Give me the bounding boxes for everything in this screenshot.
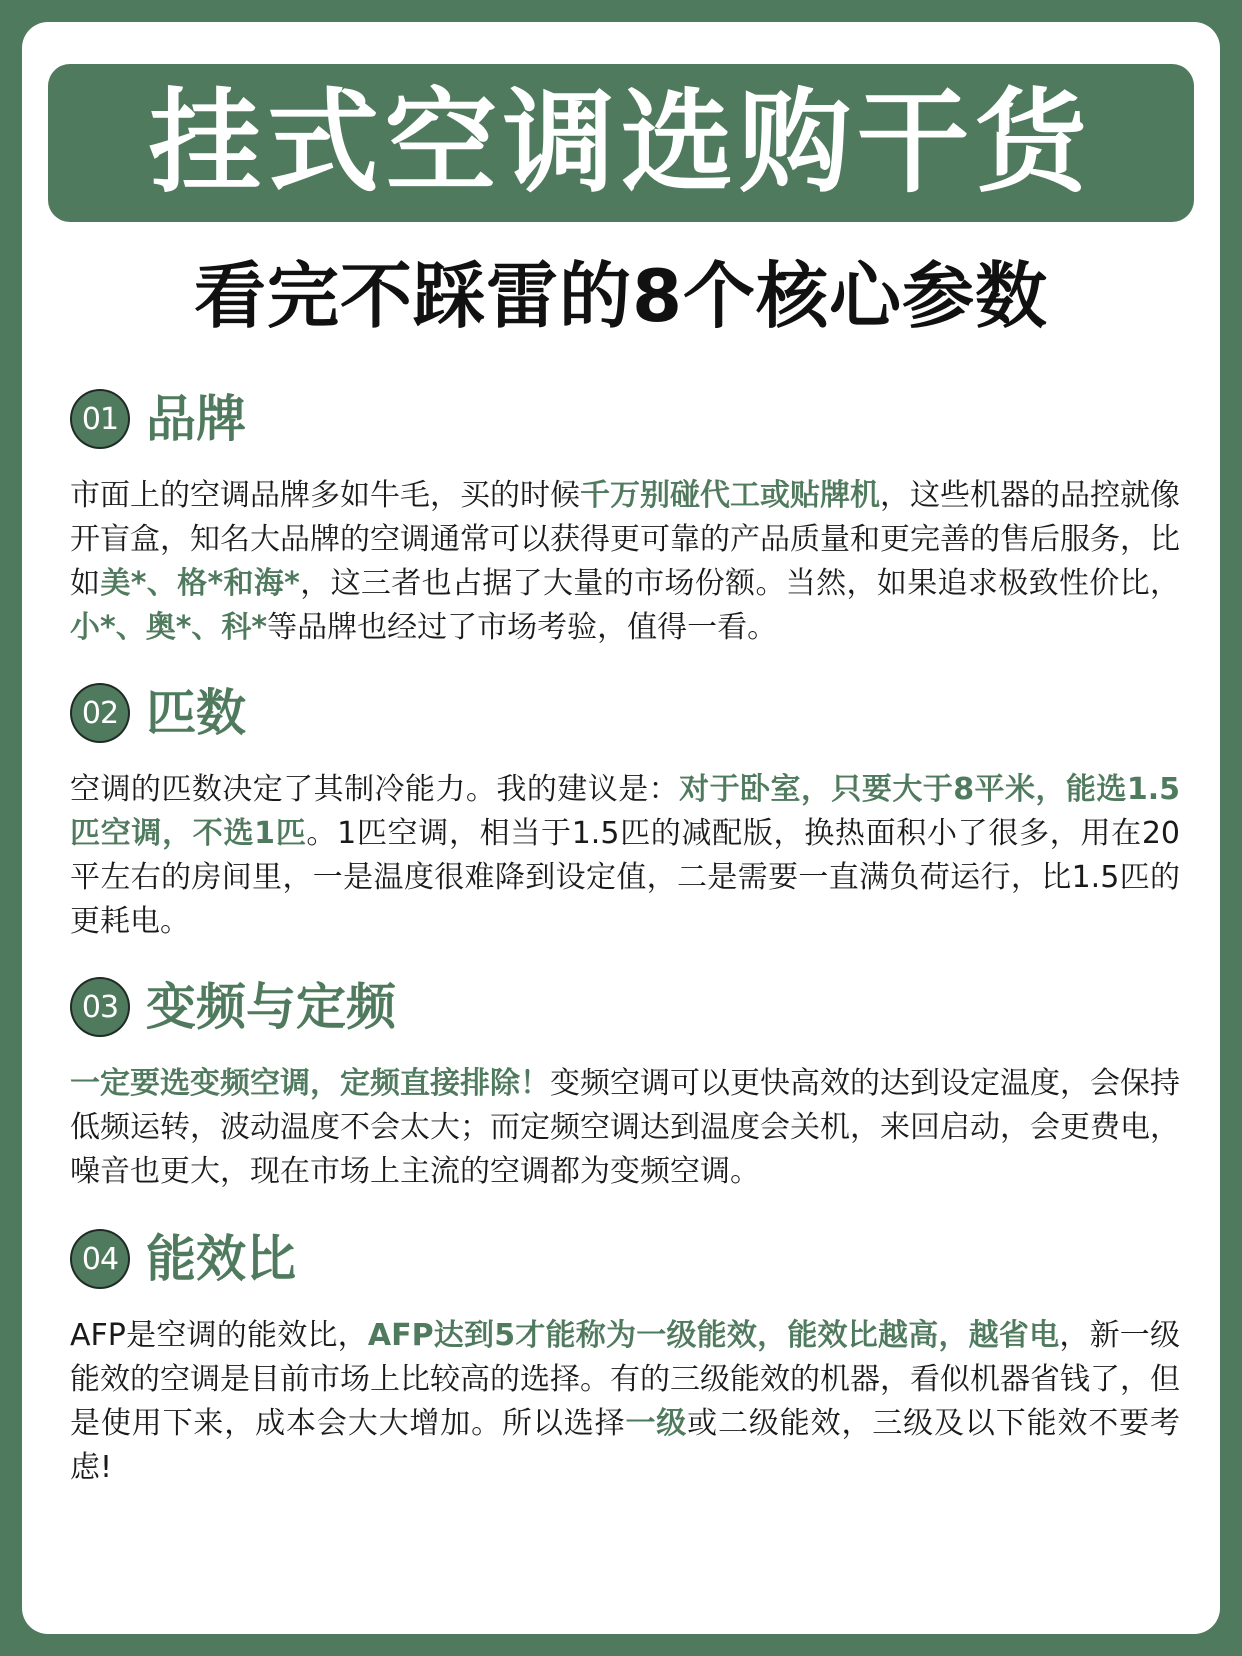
body-text: 变频空调可以更快高效的达到设定温度，会保持低频运转，波动温度不会太大；而定频空调达到温度会关机，来回启动，会更费电，噪音也更大，现在市场上主流的空调都为变频空调。 xyxy=(70,1066,1180,1189)
highlight-text: 对于卧室，只要大于8平米，能选1.5匹空调，不选1匹 xyxy=(70,772,1180,851)
section-body xyxy=(70,768,1180,944)
page-subtitle: 看完不踩雷的8个核心参数 xyxy=(193,254,1049,338)
section-brand xyxy=(70,388,1180,650)
highlight-text: 千万别碰代工或贴牌机 xyxy=(580,478,880,513)
highlight-text: 一定要选变频空调，定频直接排除！ xyxy=(70,1066,550,1101)
body-text: 或二级能效，三级及以下能效不要考虑! xyxy=(70,1406,1181,1485)
body-text: 空调的匹数决定了其制冷能力。我的建议是： xyxy=(70,772,680,807)
section-body xyxy=(70,1062,1180,1194)
body-text: 等品牌也经过了市场考验，值得一看。 xyxy=(267,610,778,645)
section-header xyxy=(70,682,1180,744)
article-card xyxy=(22,22,1220,1634)
section-header xyxy=(70,976,1180,1038)
body-text: 。1匹空调，相当于1.5匹的减配版，换热面积小了很多，用在20平左右的房间里，一是温度很难降到设定值，二是需要一直满负荷运行，比1.5匹的更耗电。 xyxy=(70,816,1180,939)
section-energy-efficiency xyxy=(70,1228,1180,1490)
body-text: ，这三者也占据了大量的市场份额。当然，如果追求极致性价比， xyxy=(299,566,1181,601)
section-title: 匹数 xyxy=(146,684,246,742)
title-banner xyxy=(48,64,1194,222)
body-text: 市面上的空调品牌多如牛毛，买的时候 xyxy=(70,478,580,513)
body-text: ，这些机器的品控就像开盲盒，知名大品牌的空调通常可以获得更可靠的产品质量和更完善的售后服务，比如 xyxy=(70,478,1180,601)
page-title: 挂式空调选购干货 xyxy=(149,78,1093,208)
highlight-text: 小*、奥*、科* xyxy=(70,610,268,645)
section-body xyxy=(70,474,1180,650)
body-text: ，新一级能效的空调是目前市场上比较高的选择。有的三级能效的机器，看似机器省钱了，但是使用下来，成本会大大增加。所以选择 xyxy=(70,1318,1181,1441)
section-title: 能效比 xyxy=(146,1230,296,1288)
section-number-badge: 04 xyxy=(72,1231,128,1287)
highlight-text: 一级 xyxy=(625,1406,688,1441)
body-text: AFP是空调的能效比， xyxy=(70,1318,368,1353)
section-horsepower xyxy=(70,682,1180,944)
section-number-badge: 02 xyxy=(72,685,128,741)
highlight-text: AFP达到5才能称为一级能效，能效比越高，越省电 xyxy=(367,1318,1060,1353)
section-number-badge: 01 xyxy=(72,391,128,447)
highlight-text: 美*、格*和海* xyxy=(100,566,300,601)
section-title: 品牌 xyxy=(146,390,246,448)
section-body xyxy=(70,1314,1180,1490)
section-header xyxy=(70,1228,1180,1290)
section-header xyxy=(70,388,1180,450)
section-number-badge: 03 xyxy=(72,979,128,1035)
section-inverter xyxy=(70,976,1180,1194)
section-title: 变频与定频 xyxy=(146,978,396,1036)
